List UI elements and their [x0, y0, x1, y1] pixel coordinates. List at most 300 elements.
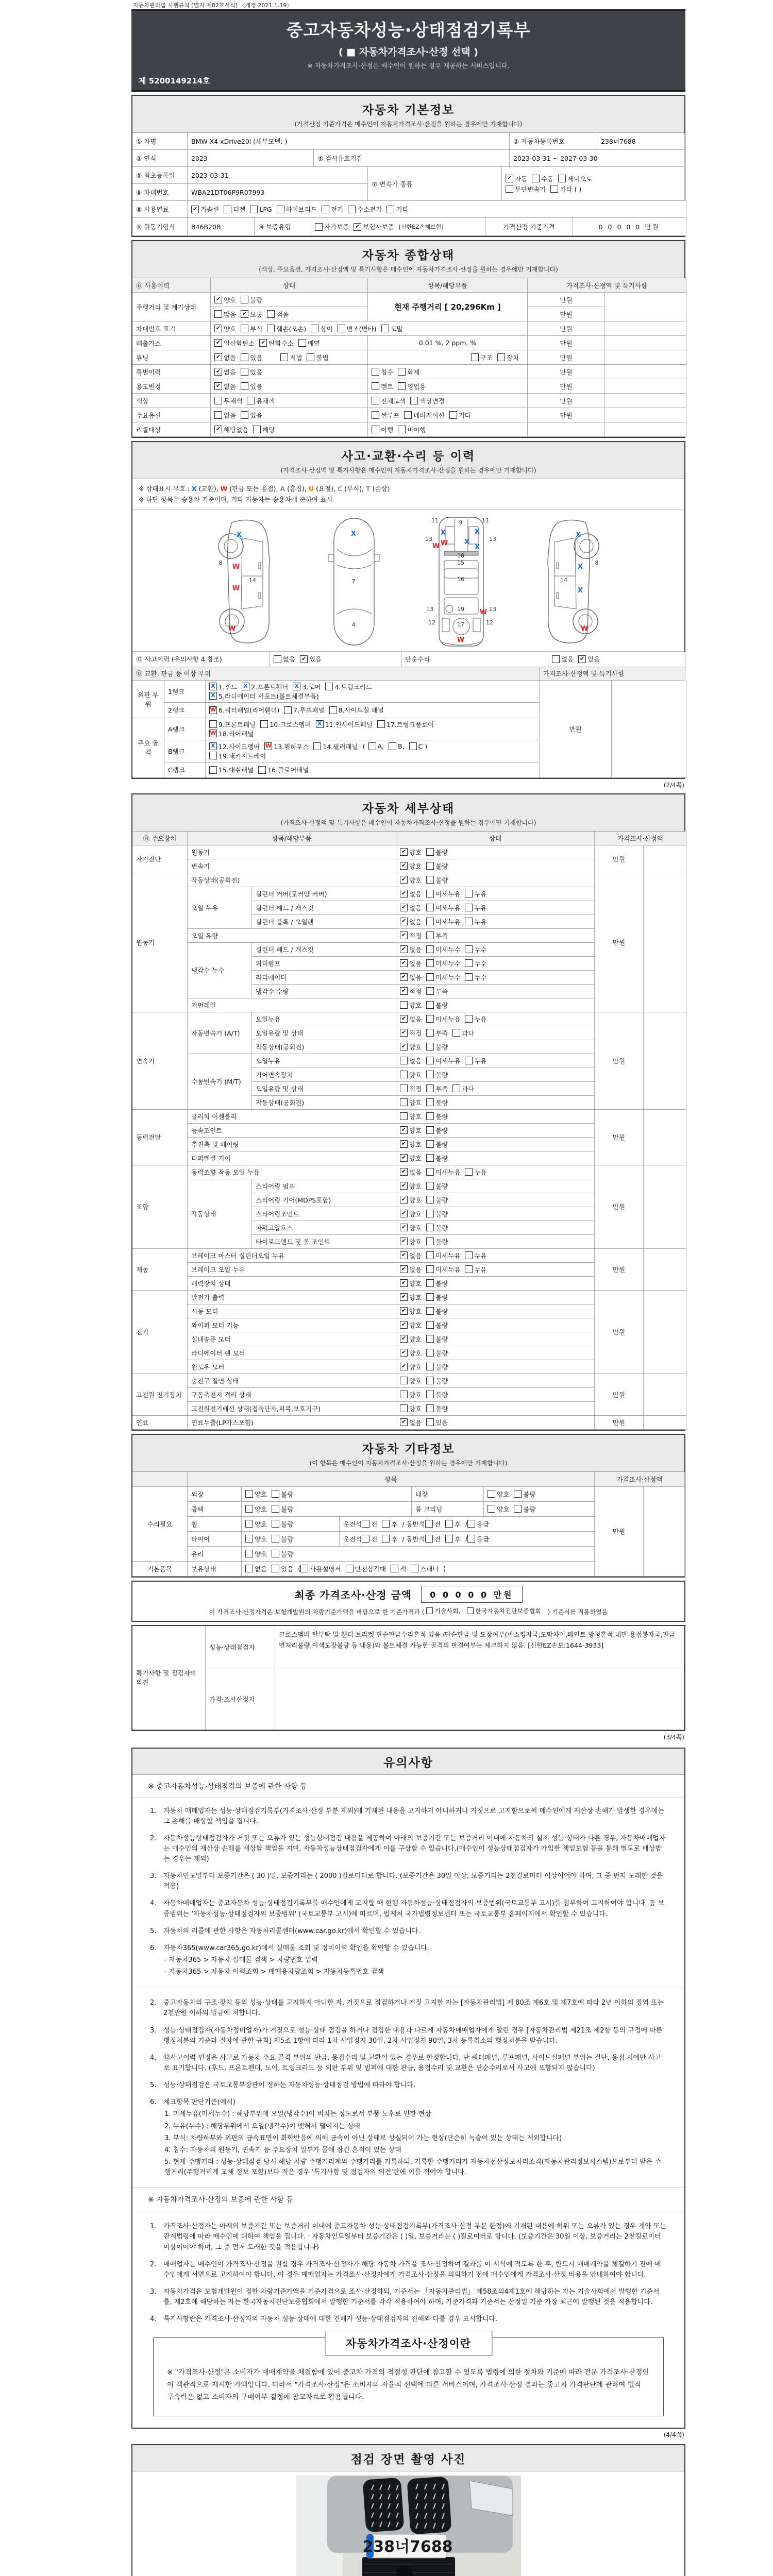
- checkbox[interactable]: ✔ 해당없음: [214, 425, 248, 434]
- cell: [368, 336, 528, 350]
- checkbox[interactable]: [465, 973, 486, 982]
- checkbox[interactable]: [272, 1549, 293, 1558]
- checkbox[interactable]: [311, 324, 332, 333]
- diagram-mark: 16: [457, 575, 464, 583]
- cell: [605, 408, 686, 422]
- car-diagram-underbody: [424, 515, 501, 648]
- checkbox[interactable]: [426, 1167, 460, 1177]
- checkbox[interactable]: [506, 184, 546, 194]
- label: 충전구 절연 상태: [191, 1377, 239, 1385]
- checkbox[interactable]: [307, 353, 328, 362]
- panel-checkbox[interactable]: 15.대쉬패널: [209, 765, 254, 774]
- checkbox[interactable]: 기술사회,: [426, 1606, 460, 1615]
- checkbox[interactable]: [426, 1334, 448, 1344]
- checkbox[interactable]: ✔ 없음: [400, 917, 422, 926]
- checkbox[interactable]: ✔ 양호: [400, 1195, 422, 1205]
- checkbox[interactable]: [426, 1154, 448, 1163]
- checkbox[interactable]: [426, 1195, 448, 1205]
- checkbox[interactable]: [400, 1056, 422, 1065]
- label: C랭크: [168, 766, 185, 774]
- checkbox[interactable]: [411, 1564, 439, 1573]
- checkbox[interactable]: [400, 1404, 422, 1413]
- checkbox[interactable]: [426, 959, 460, 968]
- checkbox[interactable]: [214, 396, 242, 405]
- cell: [188, 150, 314, 167]
- checkbox-label: 상이: [320, 325, 333, 333]
- label: 주요 골격: [138, 739, 159, 756]
- checkbox[interactable]: ✔ 없음: [400, 1265, 422, 1274]
- checkbox[interactable]: [272, 1504, 293, 1514]
- price-unit: 만원: [560, 296, 573, 304]
- checkbox[interactable]: [426, 1223, 448, 1232]
- checkbox[interactable]: ✔ 양호: [400, 848, 422, 857]
- checkbox[interactable]: [426, 1042, 448, 1052]
- checkbox[interactable]: [372, 367, 393, 377]
- checkbox[interactable]: [400, 1001, 422, 1010]
- checkbox[interactable]: [425, 1519, 441, 1529]
- checkbox-label: 해당: [262, 426, 275, 434]
- checkbox[interactable]: [224, 205, 245, 214]
- checkbox[interactable]: [245, 1534, 267, 1544]
- panel-checkbox[interactable]: 4.트렁크리드: [325, 682, 372, 691]
- cell: [252, 1193, 396, 1207]
- checkbox[interactable]: [400, 1112, 422, 1121]
- checkbox[interactable]: [497, 353, 519, 362]
- cell: [211, 293, 368, 307]
- checkbox[interactable]: ✔ 양호: [214, 324, 236, 333]
- checkbox[interactable]: [426, 917, 460, 926]
- checkbox-label: 양호: [409, 1404, 422, 1413]
- checkbox[interactable]: [372, 396, 406, 405]
- checkbox-label: 무단변속기: [515, 185, 546, 193]
- checkbox-label: 누유: [474, 918, 487, 926]
- checkbox[interactable]: ✔ 양호: [400, 1223, 422, 1232]
- checkbox[interactable]: ✔ 있음: [578, 654, 600, 664]
- checkbox[interactable]: [426, 1307, 448, 1316]
- checkbox-label: 양호: [409, 1321, 422, 1329]
- checkbox[interactable]: ✔ 가솔린: [191, 205, 219, 214]
- checkbox[interactable]: [426, 973, 460, 982]
- checkbox[interactable]: [277, 205, 317, 214]
- checkbox[interactable]: ✔ 양호: [400, 1126, 422, 1135]
- checkbox[interactable]: [465, 917, 486, 926]
- diagram-mark: W: [479, 608, 487, 616]
- checkbox[interactable]: [426, 1112, 448, 1121]
- checkbox[interactable]: [400, 1098, 422, 1107]
- checkbox[interactable]: [467, 1519, 489, 1529]
- checkbox[interactable]: ✔ 없음: [400, 959, 422, 968]
- checkbox[interactable]: [391, 1564, 406, 1573]
- checkbox[interactable]: ✔ 있음: [300, 654, 322, 664]
- notice-section: 유의사항 ※ 중고자동차성능·상태점검의 보증에 관한 사항 등 1. 자동차 매매업자는 성능·상태점검기록부(가격조사·산정 부분 제외)에 기재된 내용을 고지하지 아니하거나 거짓으로 고지함으로써 매수인에게 재산상 손해가 발생한 경우에는 그 손해를 배상할 책임을 집니다. 2. 자동차성능상태점검자가 거짓 또는 오류가 있는 성능상태점검 내용을 제공하여 아래의 보증기간 또는 보증거리 이내에 자동차의 실제 성능·상태가 다른 경우, 자동차매매업자는 매수인의 재산상 손해를 배상할 책임을 지며, 자동차성능상태점검자에게 이를 구상할 수 있습니다.(매수인이 성능상태점검자가 가입한 책임보험 등을 통해 별도로 배상받는 경우는 제외) 3. 자동차인도일부터 보증기간은 ( 30 )일, 보증거리는 ( 2000 )킬로미터로 합니다. (보증기간은 30일 이상, 보증거리는 2천킬로미터 이상이어야 하며, 그 중 먼저 도래한 것을 적용) 4. 자동차매매업자는 중고자동차 성능·상태점검기록부를 매수인에게 고지할 때 현행 자동차성능·상태점검자의 보증범위(국토교통부 고시)를 첨부하여 고지하여야 합니다. 동 보증범위는 '자동차성능·상태점검자의 보증범위' (국토교통부 고시)에 따르며, 법제처 국가법령정보센터 또는 국토교통부 홈페이지에서 확인할 수 있습니다. 5. 자동차의 리콜에 관한 사항은 자동차리콜센터(www.car.go.kr)에서 확인할 수 있습니다. 6. 자동차365(www.car365.go.kr)에서 실매물 조회 및 정비이력 확인을 확인할 수 있습니다. - 자동차365 > 자동차 실매물 검색 > 차량번호 입력 - 자동차365 > 자동차 이력조회 > 매매용차량조회 > 자동차등록번호 검색 2. 중고자동차의 구조·장치 등의 성능·상태를 고지하지 아니한 자, 거짓으로 점검하거나 거짓 고지한 자는 [자동차관리법] 제 80조 제6호 및 제7호에 따라 2년 이하의 징역 또는 2천만원 이하의 벌금에 처합니다. 3. 성능·상태점검자(자동차정비업자)가 거짓으로 성능·상태 점검을 하거나 점검한 내용과 다르게 자동차매매업자에게 알린 경우 [자동차관리법 제21조 제2항 등의 규정에 따른 행정처분의 기준과 절차에 관한 규칙] 제5조 1항에 따라 1차 사업정지 30일, 2차 사업정지 90일, 3차 등록취소의 행정처분을 받습니다. 4. ⑫사고이력 인정은 사고로 자동차 주요 골격 부위의 판금, 용접수리 및 교환이 있는 경우로 한정합니다. 단 쿼터패널, 루프패널, 사이드실패널 부위는 절단, 용접 시에만 사고로 표기합니다. (후드, 프론트펜더, 도어, 트렁크리드 등 외판 부위 및 범퍼에 대한 판금, 용접수리 및 교환은 단순수리로서 사고에 포함되지 않습니다) 5. 성능·상태점검은 국토교통부장관이 정하는 자동차성능·상태점검 방법에 따라야 합니다. 6. 체크항목 판단기준(예시) 1. 미세누유(미세누수) : 해당부위에 오일(냉각수)이 비치는 정도로서 부품 노후로 인한 현상 2. 누유(누수) : 해당부위에서 오일(냉각수)이 맺혀서 떨어지는 상태 3. 부식: 차량하부와 외판의 금속표면이 화학반응에 의해 금속이 아닌 상태로 상실되어 가는 현상(단순히 녹슬어 있는 상태는 제외합니다) 4. 침수: 자동차의 원동기, 변속기 등 주요장치 일부가 물에 잠긴 흔적이 있는 상태 5. 현재 주행거리 : 성능·상태점검 당시 해당 차량 주행거리계의 주행거리를 기록하되, 기록한 주행거리가 자동차전산정보처리조직(자동차관리정보시스템)으로부터 받은 주행거리(주행거리계 교체 정보 포함)보다 적은 경우 '특기사항 및 점검자의 의견'란에 이를 적어야 합니다. ※ 자동차가격조사·산정의 보증에 관한 사항 등 1. 가격조사·산정자는 아래의 보증기간 또는 보증거리 이내에 중고자동차 성능·상태점검기록부(가격조사·산정 부분 한정)에 기재된 내용에 허위 또는 오류가 있는 경우 계약 또는 관계법령에 따라 매수인에 대하여 책임을 집니다. · 자동차인도일부터 보증기간은 ( )일, 보증거리는 ( )킬로미터로 합니다. (보증기간은 30일 이상, 보증거리는 2천킬로미터 이상이어야 하며, 그 중 먼저 도래한 것을 적용합니다) 2. 매매업자는 매수인이 가격조사·산정을 원할 경우 가격조사·산정자가 해당 자동차 가격을 조사·산정하여 결과를 이 서식에 적도록 한 후, 반드시 매매계약을 체결하기 전에 매수인에게 서면으로 고지하여야 합니다. 이 경우 매매업자는 가격조사·산정자에게 가격조사·산정을 의뢰하기 전에 매수인에게 가격조사·산정 비용을 안내하여야 합니다. 3. 자동차가격은 보험개발원이 정한 차량기준가액을 기준가격으로 조사·산정하되, 기준서는 「자동차관리법」 제58조의4제1호에 해당하는 자는 기술사회에서 발행한 기준서를, 제2호에 해당하는 자는 한국자동차진단보증협회에서 발행한 기준서를 각각 적용하여야 하며, 기준가격과 기준서는 산정일 기준 가장 최근에 발행된 것을 적용합니다. 4. 특기사항란은 가격조사·산정자의 자동차 성능·상태에 대한 견해가 성능·상태점검자의 견해와 다를 경우 표시합니다. 자동차가격조사·산정이란 ※ "가격조사·산정"은 소비자가 매매계약을 체결함에 있어 중고차 가격의 적절성 판단에 참고할 수 있도록 법령에 의한 절차와 기준에 따라 전문 가격조사·산정인이 객관적으로 제시한 가액입니다. 따라서 "가격조사·산정"은 소비자의 자율적 선택에 따른 서비스이며, 가격조사·산정 결과는 중고차 가격판단에 관하여 법적 구속력은 없고 소비자의 구매여부 결정에 참고자료로 활용됩니다.: [131, 1748, 685, 2429]
- checkbox[interactable]: [322, 205, 343, 214]
- checkbox-label: 가솔린: [200, 206, 220, 213]
- cell: [605, 321, 686, 336]
- checkbox[interactable]: [241, 367, 262, 377]
- checkbox[interactable]: [425, 1534, 441, 1544]
- checkbox[interactable]: [426, 861, 448, 871]
- checkbox[interactable]: [382, 1519, 397, 1529]
- checkbox[interactable]: ✔ 양호: [400, 1279, 422, 1288]
- checkbox[interactable]: [488, 1504, 509, 1514]
- checkbox[interactable]: [426, 1098, 448, 1107]
- panel-checkbox[interactable]: X 12.사이드멤버: [209, 742, 260, 751]
- checkbox[interactable]: ✔ 양호: [400, 1042, 422, 1052]
- checkbox[interactable]: [426, 1001, 448, 1010]
- checkbox[interactable]: ✔ 양호: [400, 1181, 422, 1191]
- checkbox[interactable]: [386, 205, 408, 214]
- checkbox[interactable]: [467, 1534, 489, 1544]
- status-checks: [396, 1416, 595, 1430]
- label: 2랭크: [168, 706, 185, 714]
- checkbox[interactable]: [426, 931, 448, 940]
- checkbox[interactable]: ✔ 양호: [214, 295, 236, 304]
- checkbox[interactable]: [465, 1056, 486, 1065]
- checkbox-label: 전체도색: [381, 397, 406, 405]
- checkbox[interactable]: [426, 1265, 460, 1274]
- status-checks: [396, 1263, 595, 1277]
- checkbox[interactable]: [552, 654, 574, 664]
- diagram-mark: W: [432, 542, 440, 550]
- checkbox[interactable]: [274, 654, 295, 664]
- checkbox-label: 없음: [409, 890, 422, 898]
- panel-checkbox[interactable]: X 11.인사이드패널: [316, 720, 373, 729]
- label: 제동: [136, 1265, 149, 1274]
- label: 동력전달: [136, 1133, 161, 1141]
- panel-checkbox[interactable]: A,: [368, 742, 384, 750]
- status-checks: [396, 1388, 595, 1402]
- checkbox[interactable]: [445, 1534, 461, 1544]
- checkbox[interactable]: [426, 1362, 448, 1371]
- checkbox[interactable]: [372, 382, 393, 391]
- checkbox[interactable]: ✔ 적정: [400, 987, 422, 996]
- checkbox[interactable]: [372, 425, 393, 434]
- label: 리콜대상: [136, 426, 161, 434]
- checkbox[interactable]: [426, 1418, 448, 1427]
- checkbox[interactable]: ✔ 없음: [400, 903, 422, 912]
- checkbox[interactable]: ✔ 양호: [400, 1209, 422, 1218]
- cell: [368, 394, 528, 408]
- checkbox-label: 부족: [435, 931, 448, 940]
- diagram-mark: W: [457, 636, 464, 644]
- checkbox[interactable]: [348, 205, 382, 214]
- checkbox[interactable]: [465, 1014, 486, 1024]
- panel-checkbox[interactable]: W 13.휠하우스: [265, 742, 309, 751]
- checkbox[interactable]: [445, 1519, 461, 1529]
- checkbox-label: 없음: [409, 904, 422, 912]
- cell: [528, 307, 605, 321]
- label: 배력장치 상태: [191, 1279, 231, 1287]
- rank-items: [206, 703, 540, 718]
- checkbox[interactable]: ✔ 적정: [400, 931, 422, 940]
- transmission-type: [502, 167, 685, 201]
- checkbox[interactable]: [426, 1320, 448, 1330]
- checkbox[interactable]: [426, 1237, 448, 1246]
- panel-checkbox[interactable]: 10.크로스멤버: [260, 720, 311, 729]
- checkbox[interactable]: [400, 1070, 422, 1079]
- checkbox[interactable]: ✔ 자동: [506, 174, 527, 183]
- panel-checkbox[interactable]: 9.프론트패널: [209, 720, 256, 729]
- checkbox[interactable]: [272, 1534, 293, 1544]
- checkbox[interactable]: [362, 1534, 377, 1544]
- checkbox[interactable]: ✔ 양호: [400, 875, 422, 885]
- checkbox-label: 매연: [307, 339, 320, 347]
- panel-checkbox[interactable]: 19.패키지트레이: [209, 751, 266, 760]
- label: 라디에이터: [256, 973, 287, 981]
- label: 항목: [384, 1475, 397, 1483]
- label: A랭크: [168, 725, 185, 733]
- checkbox[interactable]: ✔ 탄화수소: [259, 338, 293, 348]
- checkbox-label: 불량: [435, 1071, 448, 1079]
- sub-group: [188, 943, 252, 998]
- label: 용도변경: [136, 382, 161, 391]
- panel-checkbox[interactable]: W 6.쿼터패널(리어휀더): [210, 706, 280, 714]
- price-unit: 만원: [560, 310, 573, 318]
- checkbox[interactable]: [300, 1564, 341, 1573]
- checkbox[interactable]: ✔ 없음: [214, 367, 236, 377]
- label: 가격조사·산정액: [617, 834, 663, 842]
- checkbox[interactable]: [272, 1519, 293, 1529]
- checkbox[interactable]: [400, 1084, 422, 1093]
- notice-item: 6. 자동차365(www.car365.go.kr)에서 실매물 조회 및 정비이력 확인을 확인할 수 있습니다. - 자동차365 > 자동차 실매물 검색 > 차량번호 입력 - 자동차365 > 자동차 이력조회 > 매매용차량조회 > 자동차등록번호 검색: [150, 1944, 429, 1976]
- panel-checkbox[interactable]: 7.루프패널: [284, 705, 324, 715]
- checkbox[interactable]: [272, 1564, 293, 1573]
- checkbox[interactable]: [465, 903, 486, 912]
- checkbox[interactable]: [426, 1209, 448, 1218]
- checkbox[interactable]: ✔ 양호: [400, 1307, 422, 1316]
- checkbox-label: 전: [371, 1520, 378, 1528]
- checkbox[interactable]: [426, 1348, 448, 1358]
- checkbox[interactable]: [398, 382, 426, 391]
- checkbox[interactable]: ✔ 양호: [400, 1348, 422, 1358]
- diagram-mark: X: [440, 529, 446, 537]
- form-body: [131, 95, 685, 2576]
- checkbox[interactable]: [280, 353, 302, 362]
- panel-checkbox[interactable]: B,: [389, 742, 405, 750]
- checkbox[interactable]: [381, 324, 403, 333]
- checkbox[interactable]: ✔ 없음: [400, 889, 422, 899]
- label: 윈도우 모터: [191, 1363, 225, 1371]
- checkbox[interactable]: [465, 1167, 486, 1177]
- cell: [188, 859, 396, 873]
- checkbox[interactable]: ✔ 양호: [400, 1154, 422, 1163]
- section-header: 자동차 기타정보 (이 항목은 매수인이 자동차가격조사·산정을 원하는 경우에만 기재합니다): [132, 1435, 684, 1472]
- checkbox-label: 전기: [330, 206, 344, 213]
- checkbox[interactable]: ✔ 양호: [400, 861, 422, 871]
- checkbox[interactable]: ✔ 양호: [400, 1140, 422, 1149]
- checkbox[interactable]: [426, 1404, 448, 1413]
- checkbox-label: 양호: [409, 1363, 422, 1371]
- diagram-mark: 14: [560, 577, 567, 584]
- checkbox[interactable]: [426, 945, 460, 954]
- panel-checkbox[interactable]: 8.사이드실 패널: [329, 705, 384, 715]
- panel-checkbox[interactable]: X 3.도어: [293, 682, 321, 691]
- checkbox[interactable]: [398, 425, 426, 434]
- checkbox[interactable]: [241, 353, 262, 362]
- checkbox[interactable]: [426, 889, 460, 899]
- checkbox[interactable]: [471, 353, 493, 362]
- checkbox[interactable]: ✔ 보통: [241, 310, 262, 319]
- checkbox[interactable]: [267, 310, 289, 319]
- checkbox[interactable]: [272, 1489, 293, 1499]
- checkbox[interactable]: [426, 1376, 448, 1385]
- checkbox[interactable]: ✔ 없음: [214, 353, 236, 362]
- checkbox[interactable]: [449, 411, 471, 420]
- checkbox[interactable]: [404, 411, 444, 420]
- checkbox[interactable]: [241, 411, 262, 420]
- checkbox[interactable]: [372, 411, 399, 420]
- checkbox[interactable]: [426, 1070, 448, 1079]
- checkbox[interactable]: [452, 1028, 474, 1038]
- checkbox[interactable]: [488, 1489, 509, 1499]
- checkbox[interactable]: [253, 425, 275, 434]
- panel-checkbox[interactable]: X 5.라디에이터 서포트(볼트체결부품): [209, 691, 319, 701]
- checkbox-label: 탄화수소: [268, 339, 294, 347]
- panel-checkbox[interactable]: C ): [409, 742, 428, 750]
- checkbox[interactable]: [245, 1504, 267, 1514]
- page-title: 중고자동차성능·상태점검기록부: [286, 20, 531, 40]
- checkbox[interactable]: ✔ 양호: [400, 1320, 422, 1330]
- cell: [252, 957, 396, 971]
- checkbox[interactable]: [338, 324, 377, 333]
- checkbox[interactable]: ✔ 적정: [400, 1028, 422, 1038]
- cell: [484, 1502, 595, 1517]
- checkbox[interactable]: [426, 875, 448, 885]
- checkbox[interactable]: [346, 1564, 386, 1573]
- checkbox[interactable]: [267, 324, 306, 333]
- checkbox[interactable]: [426, 903, 460, 912]
- checkbox[interactable]: [410, 396, 444, 405]
- checkbox[interactable]: [426, 1084, 448, 1093]
- panel-group: [132, 681, 164, 718]
- cell: [368, 350, 528, 365]
- checkbox[interactable]: [247, 396, 275, 405]
- checkbox-label: 양호: [409, 1349, 422, 1357]
- checkbox[interactable]: [550, 184, 581, 194]
- checkbox[interactable]: ✔ 없음: [400, 1014, 422, 1024]
- checkbox[interactable]: [382, 1534, 397, 1544]
- checkbox[interactable]: [298, 338, 320, 348]
- checkbox-label: 양호: [497, 1490, 510, 1498]
- panel-checkbox[interactable]: 17.트렁크플로어: [377, 720, 434, 729]
- cell: [528, 408, 605, 422]
- diagram-mark: 12: [428, 619, 435, 626]
- remarks-group: [132, 1626, 206, 1730]
- checkbox[interactable]: [426, 1056, 460, 1065]
- checkbox[interactable]: ✔ 보험사보증: [354, 222, 394, 231]
- panel-checkbox[interactable]: X 1.후드: [209, 682, 237, 691]
- checkbox[interactable]: [465, 889, 486, 899]
- checkbox[interactable]: [514, 1504, 535, 1514]
- section-header: 자동차 기본정보 (가격산정 기준가격은 매수인이 자동차가격조사·산정을 원하는 경우에만 기재합니다): [132, 96, 684, 133]
- checkbox[interactable]: ✔ 없음: [400, 1418, 422, 1427]
- panel-checkbox[interactable]: W 18.리어패널: [210, 730, 254, 738]
- checkbox[interactable]: [426, 987, 448, 996]
- label: 특별이력: [136, 368, 161, 376]
- checkbox-label: 침수: [381, 368, 394, 376]
- checkbox[interactable]: [465, 1251, 486, 1260]
- checkbox[interactable]: [214, 411, 236, 420]
- checkbox[interactable]: [426, 1251, 460, 1260]
- cell: [595, 873, 644, 1012]
- checkbox[interactable]: [426, 1390, 448, 1399]
- cell: [132, 150, 188, 167]
- checkbox[interactable]: [241, 295, 262, 304]
- label: 자기진단: [136, 855, 161, 863]
- checkbox[interactable]: [315, 222, 349, 231]
- checkbox[interactable]: [245, 1564, 267, 1573]
- panel-checkbox[interactable]: 16.플로어패널: [258, 765, 309, 774]
- checkbox[interactable]: ✔ 양호: [400, 1293, 422, 1302]
- label: 브레이크 오일 누유: [191, 1265, 245, 1274]
- checkbox[interactable]: ✔ 일산화탄소: [214, 338, 255, 348]
- checkbox[interactable]: [362, 1519, 377, 1529]
- checkbox[interactable]: [400, 1376, 422, 1385]
- checkbox[interactable]: [452, 1084, 474, 1093]
- checkbox-label: 없음: [224, 382, 237, 391]
- checkbox[interactable]: [214, 310, 236, 319]
- checkbox[interactable]: [465, 945, 486, 954]
- checkbox[interactable]: [426, 1293, 448, 1302]
- checkbox[interactable]: ✔ 없음: [400, 945, 422, 954]
- checkbox[interactable]: [426, 1279, 448, 1288]
- checkbox[interactable]: [465, 959, 486, 968]
- checkbox[interactable]: [558, 174, 592, 183]
- checkbox[interactable]: [250, 206, 272, 213]
- page-marker: (4/4쪽): [663, 2431, 684, 2439]
- checkbox[interactable]: 한국자동차진단보증협회: [467, 1606, 541, 1615]
- checkbox-label: 불량: [281, 1535, 294, 1543]
- cell: [188, 133, 510, 150]
- checkbox[interactable]: [398, 367, 419, 377]
- checkbox[interactable]: ✔ 양호: [400, 1237, 422, 1246]
- checkbox[interactable]: [426, 1126, 448, 1135]
- checkbox[interactable]: ✔ 없음: [400, 1167, 422, 1177]
- checkbox[interactable]: [241, 324, 262, 333]
- label: 항목/해당부품: [272, 834, 312, 842]
- checkbox[interactable]: ✔ 없음: [214, 382, 236, 391]
- checkbox[interactable]: [426, 1028, 448, 1038]
- checkbox-label: 불량: [435, 1154, 448, 1162]
- cell: [484, 1487, 595, 1502]
- checkbox[interactable]: [426, 1014, 460, 1024]
- checkbox[interactable]: [532, 174, 553, 183]
- checkbox[interactable]: [514, 1489, 535, 1499]
- checkbox[interactable]: [241, 382, 262, 391]
- panel-checkbox[interactable]: X 2.프론트휀더: [242, 682, 288, 691]
- panel-checkbox[interactable]: 14.필러패널: [313, 742, 358, 751]
- model-year: 2023: [191, 154, 208, 162]
- checkbox[interactable]: ✔ 양호: [400, 1334, 422, 1344]
- checkbox-label: 누유: [474, 1057, 487, 1065]
- checkbox[interactable]: [465, 1265, 486, 1274]
- base-price: 0 0 0 0 0 만원: [598, 223, 661, 231]
- checkbox[interactable]: ✔ 양호: [400, 1362, 422, 1371]
- checkbox[interactable]: [426, 1140, 448, 1149]
- checkbox-label: 변조(변타): [346, 325, 377, 333]
- cell: [644, 1012, 686, 1110]
- checkbox[interactable]: [400, 1390, 422, 1399]
- rank-items: [206, 718, 540, 740]
- checkbox[interactable]: [426, 1181, 448, 1191]
- checkbox[interactable]: [245, 1489, 267, 1499]
- checkbox[interactable]: ✔ 없음: [400, 973, 422, 982]
- checkbox-label: 보통: [250, 310, 263, 318]
- checkbox[interactable]: [245, 1519, 267, 1529]
- checkbox[interactable]: [245, 1549, 267, 1558]
- checkbox[interactable]: [426, 848, 448, 857]
- checkbox[interactable]: ✔ 없음: [400, 1251, 422, 1260]
